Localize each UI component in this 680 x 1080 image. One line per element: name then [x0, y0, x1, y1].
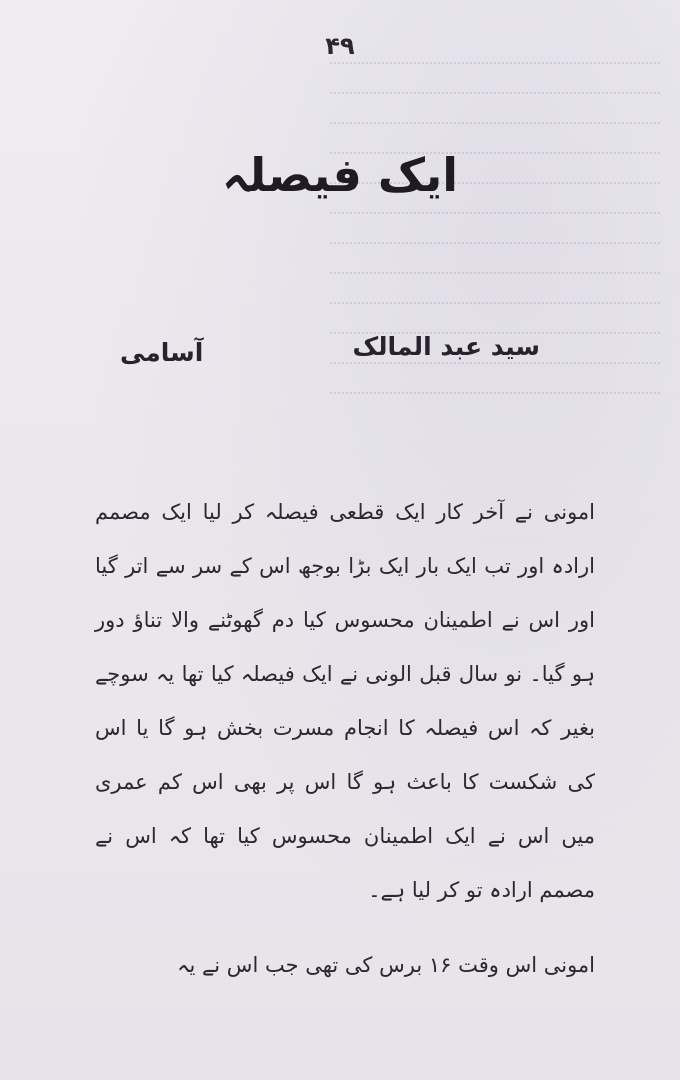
page-number: ۴۹ [325, 32, 355, 60]
paragraph-2: امونی اس وقت ۱۶ برس کی تھی جب اس نے یہ [177, 953, 595, 977]
byline [120, 332, 540, 372]
author-location: آسامی [120, 338, 204, 367]
story-title: ایک فیصلہ [221, 148, 459, 202]
paragraph-1: امونی نے آخر کار ایک قطعی فیصلہ کر لیا ایک مصمم ارادہ اور تب ایک بار ایک بڑا بوجھ اس کے سر سے اتر گیا اور اس نے اطمینان محسوس کیا دم گھوٹنے والا تناؤ دور ہو گیا۔ نو سال قبل الونی نے ایک فیصلہ کیا تھا یہ سوچے بغیر کہ اس فیصلہ کا انجام مسرت بخش ہو گا یا اس کی شکست کا باعث ہو گا اس پر بھی اس کم عمری میں اس نے ایک اطمینان محسوس کیا تھا کہ اس نے مصمم ارادہ تو کر لیا ہے۔ [95, 500, 595, 902]
author-name: سید عبد المالک [352, 332, 540, 361]
story-body [95, 485, 595, 917]
story-body-continued [95, 938, 595, 992]
